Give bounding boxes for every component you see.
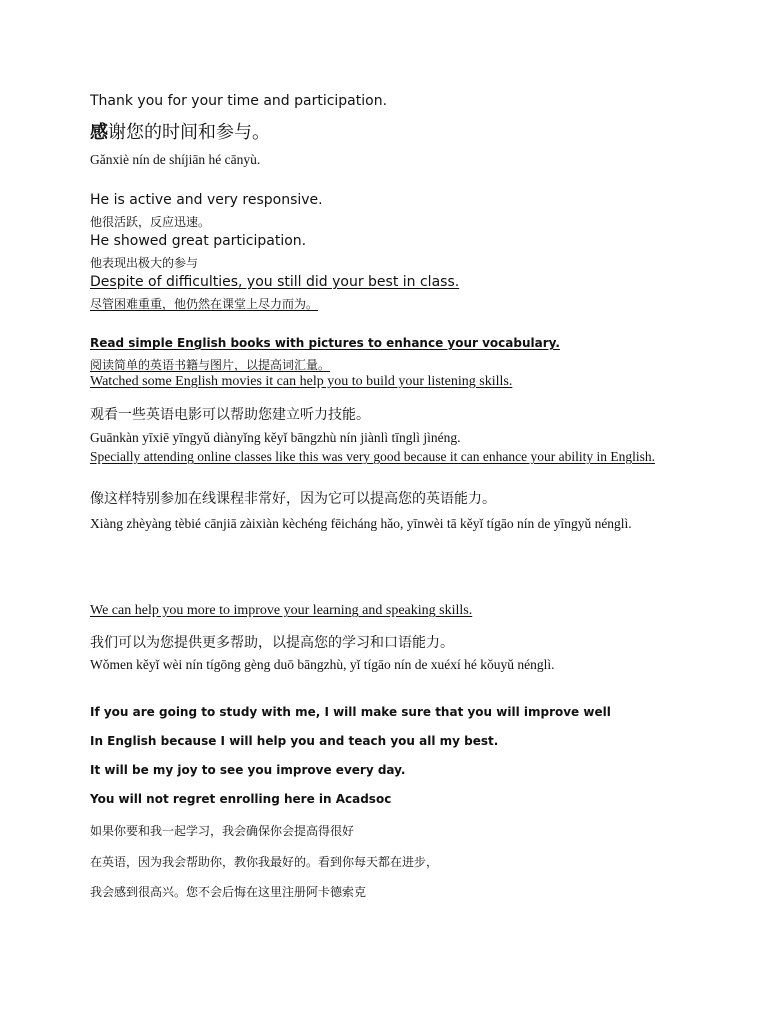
intro-pinyin: Gǎnxiè nín de shíjiān hé cānyù. bbox=[90, 152, 261, 167]
feedback-1-english: He is active and very responsive. bbox=[90, 192, 323, 208]
advice-online-english: Specially attending online classes like this was very good because it can enhance your ability in English. bbox=[90, 449, 655, 464]
advice-books-english: Read simple English books with pictures to enhance your vocabulary. bbox=[90, 336, 560, 350]
advice-movies-english: Watched some English movies it can help you to build your listening skills. bbox=[90, 374, 513, 389]
closing-english-2: In English because I will help you and teach you all my best. bbox=[90, 734, 499, 748]
feedback-3-chinese: 尽管困难重重，他仍然在课堂上尽力而为。 bbox=[90, 297, 319, 311]
help-english: We can help you more to improve your learning and speaking skills. bbox=[90, 603, 473, 618]
feedback-2-english: He showed great participation. bbox=[90, 233, 307, 249]
advice-books-chinese: 阅读简单的英语书籍与图片，以提高词汇量。 bbox=[90, 358, 331, 372]
feedback-1-chinese: 他很活跃，反应迅速。 bbox=[90, 215, 211, 229]
feedback-2-chinese: 他表现出极大的参与 bbox=[90, 256, 199, 270]
intro-chinese bbox=[90, 118, 270, 144]
help-pinyin: Wǒmen kěyǐ wèi nín tígōng gèng duō bāngzhù, yǐ tígāo nín de xuéxí hé kǒuyǔ nénglì. bbox=[90, 657, 555, 672]
intro-chinese-rest: 谢您的时间和参与。 bbox=[108, 122, 270, 143]
intro-chinese-bold: 感 bbox=[90, 122, 108, 143]
advice-online-pinyin: Xiàng zhèyàng tèbié cānjiā zàixiàn kèchéng fēicháng hǎo, yīnwèi tā kěyǐ tígāo nín de yīngyǔ nénglì. bbox=[90, 516, 632, 531]
advice-movies-pinyin: Guānkàn yīxiē yīngyǔ diànyǐng kěyǐ bāngzhù nín jiànlì tīnglì jìnéng. bbox=[90, 430, 461, 445]
advice-movies-chinese: 观看一些英语电影可以帮助您建立听力技能。 bbox=[90, 407, 370, 423]
closing-chinese-1: 如果你要和我一起学习，我会确保你会提高得很好 bbox=[90, 824, 355, 838]
closing-english-4: You will not regret enrolling here in Acadsoc bbox=[90, 792, 392, 806]
feedback-3-english: Despite of difficulties, you still did your best in class. bbox=[90, 274, 460, 290]
closing-english-3: It will be my joy to see you improve every day. bbox=[90, 763, 406, 777]
closing-chinese-3: 我会感到很高兴。您不会后悔在这里注册阿卡德索克 bbox=[90, 885, 367, 899]
advice-online-chinese: 像这样特别参加在线课程非常好，因为它可以提高您的英语能力。 bbox=[90, 491, 496, 507]
closing-english-1: If you are going to study with me, I will make sure that you will improve well bbox=[90, 705, 611, 719]
intro-english: Thank you for your time and participation. bbox=[90, 93, 388, 109]
help-chinese: 我们可以为您提供更多帮助，以提高您的学习和口语能力。 bbox=[90, 635, 454, 651]
closing-chinese-2: 在英语，因为我会帮助你，教你我最好的。看到你每天都在进步， bbox=[90, 855, 439, 869]
